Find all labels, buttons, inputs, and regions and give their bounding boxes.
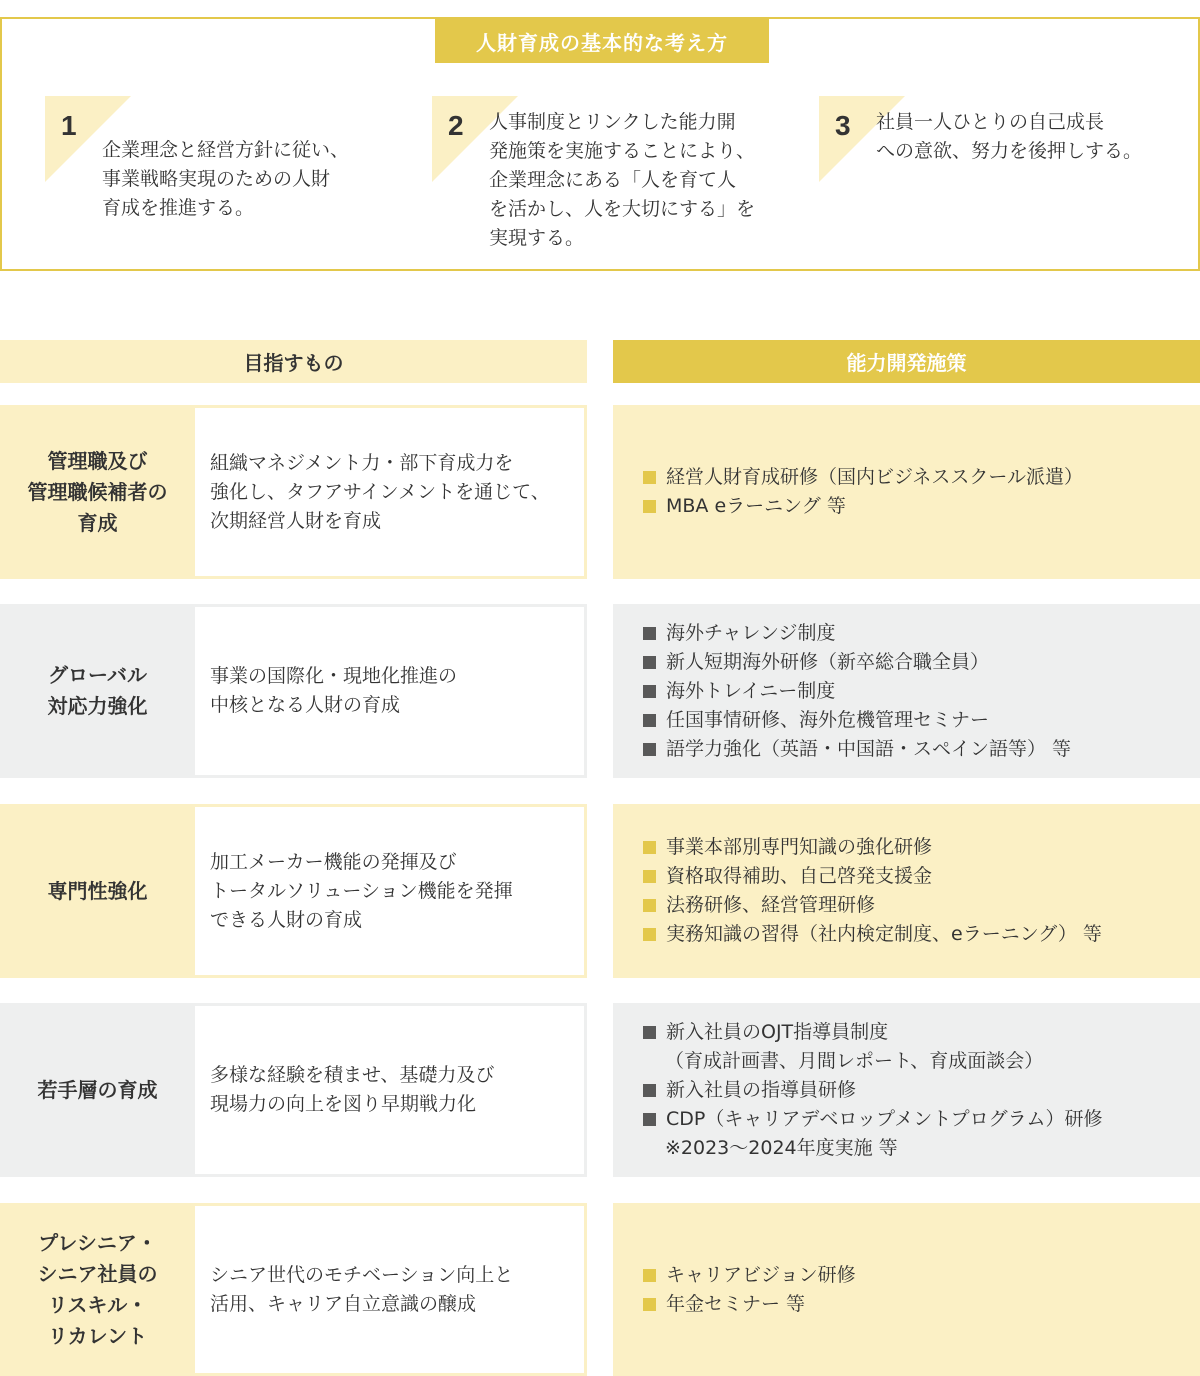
list-item: 語学力強化（英語・中国語・スペイン語等） 等 xyxy=(641,735,1071,764)
square-bullet-icon xyxy=(643,1113,656,1126)
square-bullet-icon xyxy=(643,928,656,941)
category-cell xyxy=(0,804,587,978)
square-bullet-icon xyxy=(643,500,656,513)
list-item: 実務知識の習得（社内検定制度、eラーニング） 等 xyxy=(641,920,1102,949)
measures-cell xyxy=(613,1203,1200,1376)
principles-title: 人財育成の基本的な考え方 xyxy=(435,19,769,63)
square-bullet-icon xyxy=(643,714,656,727)
square-bullet-icon xyxy=(643,1298,656,1311)
list-item: 新人短期海外研修（新卒総合職全員） xyxy=(641,648,1071,677)
category-label: 管理職及び 管理職候補者の 育成 xyxy=(27,448,168,535)
table-row-senior xyxy=(0,1203,1200,1376)
list-item: 資格取得補助、自己啓発支援金 xyxy=(641,862,1102,891)
principle-text: 社員一人ひとりの自己成長 への意欲、努力を後押しする。 xyxy=(876,111,1143,162)
square-bullet-icon xyxy=(643,1269,656,1282)
category-label: プレシニア・ シニア社員の リスキル・ リカレント xyxy=(37,1230,158,1348)
list-item: 海外トレイニー制度 xyxy=(641,677,1071,706)
table-row-global xyxy=(0,604,1200,778)
category-cell xyxy=(0,604,587,778)
square-bullet-icon xyxy=(643,743,656,756)
list-item: キャリアビジョン研修 xyxy=(641,1261,856,1290)
square-bullet-icon xyxy=(643,685,656,698)
category-label: 若手層の育成 xyxy=(37,1077,158,1102)
category-label: グローバル 対応力強化 xyxy=(47,663,148,718)
measures-list xyxy=(641,619,1071,764)
principle-text: 企業理念と経営方針に従い、 事業戦略実現のための人財 育成を推進する。 xyxy=(102,139,350,219)
goals-column-header: 目指すもの xyxy=(0,340,587,383)
list-item: 事業本部別専門知識の強化研修 xyxy=(641,833,1102,862)
measures-cell xyxy=(613,1003,1200,1177)
category-cell xyxy=(0,405,587,579)
square-bullet-icon xyxy=(643,899,656,912)
principle-3 xyxy=(819,96,1199,266)
goal-text: 組織マネジメント力・部下育成力を 強化し、タフアサインメントを通じて、 次期経営人財を育成 xyxy=(195,408,584,576)
principle-1 xyxy=(45,96,405,266)
principle-2 xyxy=(432,96,802,266)
table-row-management xyxy=(0,405,1200,579)
list-item: MBA eラーニング 等 xyxy=(641,492,1083,521)
list-item: 新入社員の指導員研修 xyxy=(641,1076,1102,1105)
category-cell xyxy=(0,1003,587,1177)
category-cell xyxy=(0,1203,587,1376)
square-bullet-icon xyxy=(643,1026,656,1039)
goal-text: 多様な経験を積ませ、基礎力及び 現場力の向上を図り早期戦力化 xyxy=(195,1006,584,1174)
measures-list xyxy=(641,463,1083,521)
measures-list xyxy=(641,1018,1102,1163)
principle-text: 人事制度とリンクした能力開 発施策を実施することにより、 企業理念にある「人を育て人 を活かし、人を大切にする」を 実現する。 xyxy=(489,111,756,249)
list-item-note: ※2023～2024年度実施 等 xyxy=(665,1136,898,1159)
square-bullet-icon xyxy=(643,841,656,854)
square-bullet-icon xyxy=(643,627,656,640)
goal-text: 事業の国際化・現地化推進の 中核となる人財の育成 xyxy=(195,607,584,775)
measures-cell xyxy=(613,604,1200,778)
list-item: 経営人財育成研修（国内ビジネススクール派遣） xyxy=(641,463,1083,492)
square-bullet-icon xyxy=(643,656,656,669)
measures-cell xyxy=(613,405,1200,579)
square-bullet-icon xyxy=(643,1084,656,1097)
list-item: 年金セミナー 等 xyxy=(641,1290,856,1319)
measures-cell xyxy=(613,804,1200,978)
square-bullet-icon xyxy=(643,471,656,484)
list-item-note: （育成計画書、月間レポート、育成面談会） xyxy=(665,1049,1044,1072)
measures-column-header: 能力開発施策 xyxy=(613,340,1200,383)
list-item: 法務研修、経営管理研修 xyxy=(641,891,1102,920)
list-item: 海外チャレンジ制度 xyxy=(641,619,1071,648)
goal-text: 加工メーカー機能の発揮及び トータルソリューション機能を発揮 できる人財の育成 xyxy=(195,807,584,975)
list-item: 任国事情研修、海外危機管理セミナー xyxy=(641,706,1071,735)
measures-list xyxy=(641,1261,856,1319)
square-bullet-icon xyxy=(643,870,656,883)
measures-list xyxy=(641,833,1102,949)
principle-number: 2 xyxy=(448,110,464,141)
principle-number: 3 xyxy=(835,110,851,141)
list-item: 新入社員のOJT指導員制度 xyxy=(641,1018,1102,1047)
table-row-specialty xyxy=(0,804,1200,978)
principles-box xyxy=(0,17,1200,271)
goal-text: シニア世代のモチベーション向上と 活用、キャリア自立意識の醸成 xyxy=(195,1206,584,1373)
category-label: 専門性強化 xyxy=(47,878,148,903)
principle-number: 1 xyxy=(61,110,77,141)
list-item: CDP（キャリアデベロップメントプログラム）研修 xyxy=(641,1105,1102,1134)
table-row-young xyxy=(0,1003,1200,1177)
